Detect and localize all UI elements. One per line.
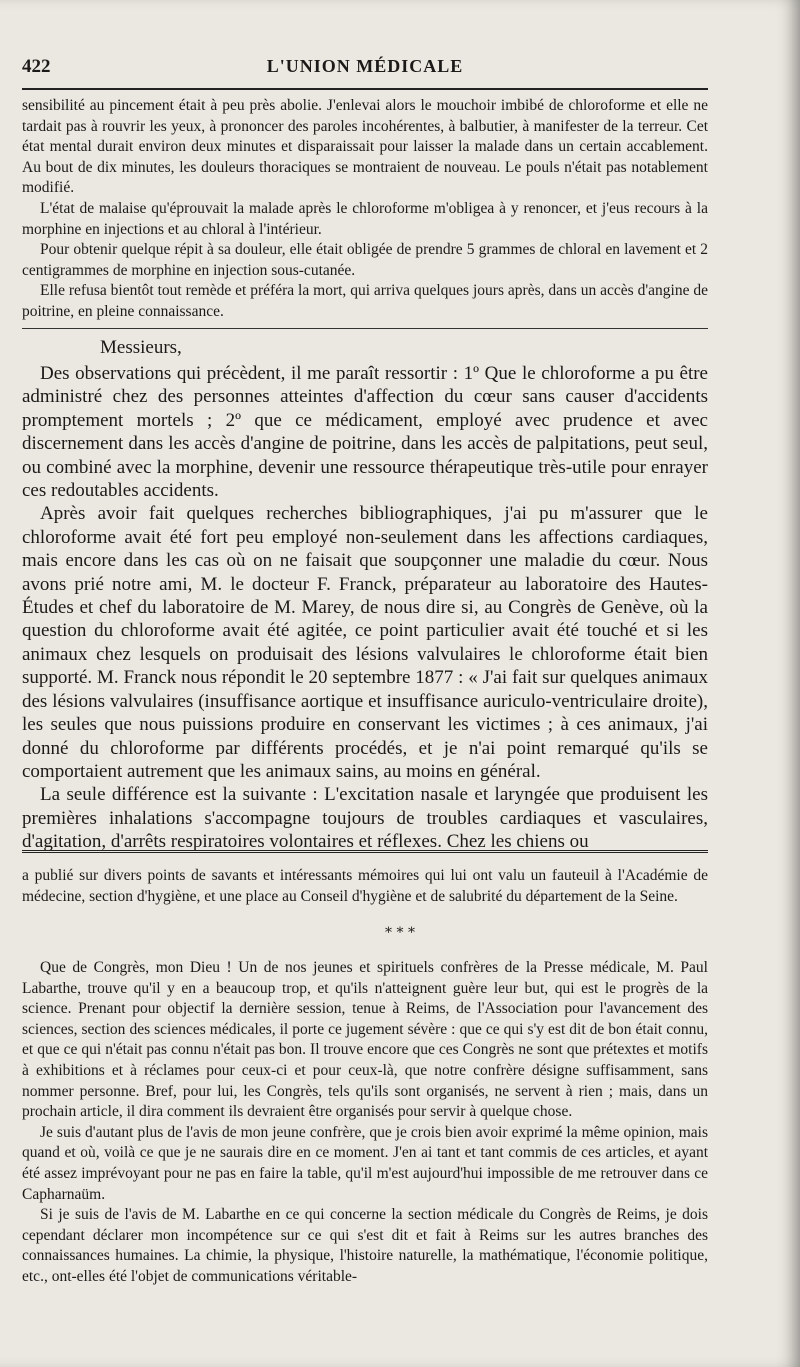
section-separator: * * *: [385, 925, 415, 941]
body-paragraph: Des observations qui précèdent, il me paraît ressortir : 1º Que le chloroforme a pu être administré chez des personnes atteintes d'affection du cœur sans causer d'accidents promptement mortels ; 2º que ce médicament, employé avec prudence et avec discernement dans les accès d'angine de poitrine, dans les accès de palpitations, peut seul, ou combiné avec la morphine, devenir une ressource thérapeutique très-utile pour enrayer ces redoutables accidents.: [22, 363, 708, 502]
page-number: 422: [22, 56, 51, 77]
header-rule: [22, 88, 708, 90]
case-paragraph: Elle refusa bientôt tout remède et préféra la mort, qui arriva quelques jours après, dans un accès d'angine de poitrine, en pleine connaissance.: [22, 282, 708, 320]
feuilleton-paragraph: Si je suis de l'avis de M. Labarthe en ce qui concerne la section médicale du Congrès de Reims, je dois cependant déclarer mon incompétence sur ce qui s'est dit et fait à Reims sur les autres branches des connaissances humaines. La chimie, la physique, l'histoire naturelle, la mathématique, l'économie politique, etc., ont-elles été l'objet de communications véritable-: [22, 1206, 708, 1285]
journal-title: L'UNION MÉDICALE: [266, 56, 464, 76]
body-paragraph: Après avoir fait quelques recherches bibliographiques, j'ai pu m'assurer que le chloroforme avait été fort peu employé non-seulement dans les affections cardiaques, mais encore dans les cas où on ne faisait que soupçonner une maladie du cœur. Nous avons prié notre ami, M. le docteur F. Franck, préparateur au laboratoire des Hautes-Études et chef du laboratoire de M. Marey, de nous dire si, au Congrès de Genève, où la question du chloroforme avait été agitée, ce point particulier avait été touché et si les animaux chez lesquels on produisait des lésions valvulaires le chloroforme était bien supporté. M. Franck nous répondit le 20 septembre 1877 : « J'ai fait sur quelques animaux des lésions valvulaires (insuffisance aortique et insuffisance auriculo-ventriculaire droite), les seules que nous puissions produire en conservant les victimes ; à ces animaux, j'ai donné du chloroforme par différents procédés, et je n'ai point remarqué qu'ils se comportaient autrement que les animaux sains, au moins en général.: [22, 503, 708, 782]
case-paragraph: Pour obtenir quelque répit à sa douleur, elle était obligée de prendre 5 grammes de chloral en lavement et 2 centigrammes de morphine en injection sous-cutanée.: [22, 241, 708, 279]
feuilleton-rule: [22, 850, 708, 853]
feuilleton-continuation: a publié sur divers points de savants et intéressants mémoires qui lui ont valu un fauteuil à l'Académie de médecine, section d'hygiène, et une place au Conseil d'hygiène et de salubrité du département de la Seine.: [22, 867, 708, 905]
feuilleton-paragraph: Je suis d'autant plus de l'avis de mon jeune confrère, que je crois bien avoir exprimé la même opinion, mais quand et où, voilà ce que je ne saurais dire en ce moment. J'en ai tant et tant commis de ces articles, et ayant été assez imprévoyant pour ne pas en faire la table, qu'il m'est aujourd'hui impossible de me retrouver dans ce Capharnaüm.: [22, 1123, 708, 1203]
main-text-section: [22, 362, 708, 854]
body-paragraph: La seule différence est la suivante : L'excitation nasale et laryngée que produisent les premières inhalations s'accompagne toujours de troubles cardiaques et vasculaires, d'agitation, d'arrêts respiratoires volontaires et réflexes. Chez les chiens ou: [22, 784, 708, 853]
salutation: Messieurs,: [100, 337, 182, 358]
feuilleton-section: [22, 958, 708, 1288]
feuilleton-top: [22, 866, 708, 907]
page-header: [22, 52, 708, 82]
feuilleton-paragraph: Que de Congrès, mon Dieu ! Un de nos jeunes et spirituels confrères de la Presse médicale, M. Paul Labarthe, trouve qu'il y en a beaucoup trop, et qu'ils n'atteignent guère leur but, qui est le progrès de la science. Prenant pour objectif la dernière session, tenue à Reims, de l'Association pour l'avancement des sciences, section des sciences médicales, il porte ce jugement sévère : que ce qui s'y est dit de bon était connu, et que ce qui n'était pas connu n'était pas bon. Il trouve encore que ces Congrès ne sont que prétextes et motifs à exhibitions et à réclames pour ceux-ci et pour ceux-là, que notre confrère désigne suffisamment, sans nommer personne. Bref, pour lui, les Congrès, tels qu'ils sont organisés, ne servent à rien ; mais, dans un prochain article, il dira comment ils devraient être organisés pour servir à quelque chose.: [22, 959, 708, 1121]
case-report-section: [22, 96, 708, 323]
case-paragraph: L'état de malaise qu'éprouvait la malade après le chloroforme m'obligea à y renoncer, et j'eus recours à la morphine en injections et au chloral à l'intérieur.: [22, 199, 708, 238]
case-paragraph: sensibilité au pincement était à peu près abolie. J'enlevai alors le mouchoir imbibé de chloroforme et elle ne tardait pas à rouvrir les yeux, à prononcer des paroles incohérentes, à balbutier, à manifester de la terreur. Cet état mental durait environ deux minutes et disparaissait pour laisser la malade dans un certain accablement. Au bout de dix minutes, les douleurs thoraciques se montraient de nouveau. Le pouls n'était pas notablement modifié.: [22, 97, 708, 197]
section-rule: [22, 328, 708, 329]
